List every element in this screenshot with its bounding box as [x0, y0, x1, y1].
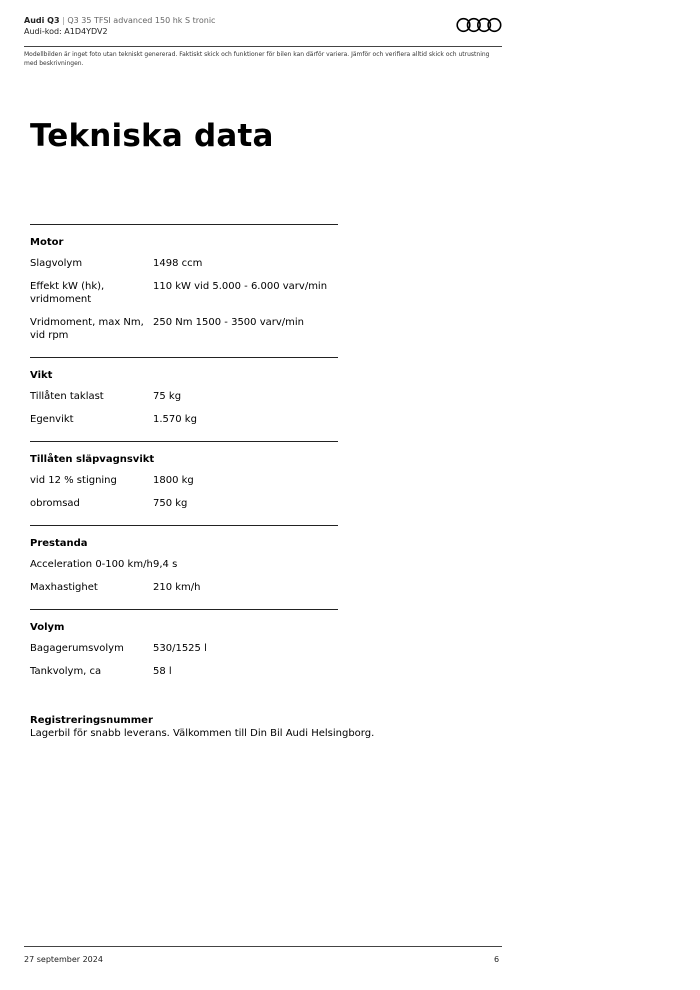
spec-row [30, 558, 338, 571]
spec-label: Tillåten taklast [30, 391, 104, 402]
spec-value: 110 kW vid 5.000 - 6.000 varv/min [153, 281, 328, 292]
spec-row [30, 390, 338, 403]
spec-value: 530/1525 l [153, 643, 207, 654]
spec-section [30, 525, 338, 609]
spec-label: Effekt kW (hk), vridmoment [30, 281, 105, 305]
spec-value: 210 km/h [153, 582, 201, 593]
spec-label: Acceleration 0-100 km/h [30, 559, 153, 570]
spec-label: Tankvolym, ca [30, 666, 102, 677]
spec-label: Bagagerumsvolym [30, 643, 124, 654]
footer-date: 27 september 2024 [24, 955, 103, 964]
registration-block [30, 714, 500, 741]
header-divider [24, 46, 502, 47]
spec-row [30, 665, 338, 678]
model-separator: | [62, 16, 65, 25]
spec-value: 1.570 kg [153, 414, 197, 425]
model-name: Audi Q3 [24, 16, 60, 25]
spec-label: obromsad [30, 498, 80, 509]
section-title: Motor [30, 237, 64, 248]
spec-table [30, 224, 338, 693]
spec-label: Egenvikt [30, 414, 74, 425]
spec-row [30, 581, 338, 594]
spec-row [30, 497, 338, 510]
audi-code: Audi-kod: A1D4YDV2 [24, 27, 108, 36]
spec-value: 250 Nm 1500 - 3500 varv/min [153, 317, 305, 328]
audi-rings-logo-icon [456, 17, 502, 33]
spec-label: vid 12 % stigning [30, 475, 117, 486]
spec-section [30, 609, 338, 693]
section-title: Volym [30, 622, 65, 633]
spec-row [30, 257, 338, 270]
spec-section [30, 441, 338, 525]
disclaimer: Modellbilden är inget foto utan tekniskt genererad. Faktiskt skick och funktioner för bilen kan därför variera. Jämför och verifiera alltid skick och utrustning med beskrivningen. [24, 51, 490, 67]
spec-row [30, 474, 338, 487]
page-header [24, 15, 502, 37]
page-number: 6 [494, 955, 500, 964]
spec-section [30, 224, 338, 357]
section-title: Tillåten släpvagnsvikt [30, 454, 155, 465]
spec-row [30, 413, 338, 426]
model-line [24, 15, 502, 26]
spec-value: 75 kg [153, 391, 182, 402]
registration-text: Lagerbil för snabb leverans. Välkommen till Din Bil Audi Helsingborg. [30, 728, 375, 739]
section-title: Prestanda [30, 538, 88, 549]
spec-row [30, 316, 338, 342]
footer-divider [24, 946, 502, 947]
spec-row [30, 642, 338, 655]
spec-row [30, 280, 338, 306]
spec-section [30, 357, 338, 441]
spec-label: Vridmoment, max Nm, vid rpm [30, 317, 144, 341]
spec-value: 750 kg [153, 498, 188, 509]
spec-value: 1498 ccm [153, 258, 203, 269]
spec-label: Maxhastighet [30, 582, 98, 593]
page-title: Tekniska data [30, 118, 274, 154]
spec-value: 9,4 s [153, 559, 178, 570]
registration-title: Registreringsnummer [30, 715, 153, 726]
spec-value: 58 l [153, 666, 172, 677]
spec-value: 1800 kg [153, 475, 194, 486]
model-variant: Q3 35 TFSI advanced 150 hk S tronic [67, 16, 216, 25]
section-title: Vikt [30, 370, 53, 381]
spec-label: Slagvolym [30, 258, 83, 269]
